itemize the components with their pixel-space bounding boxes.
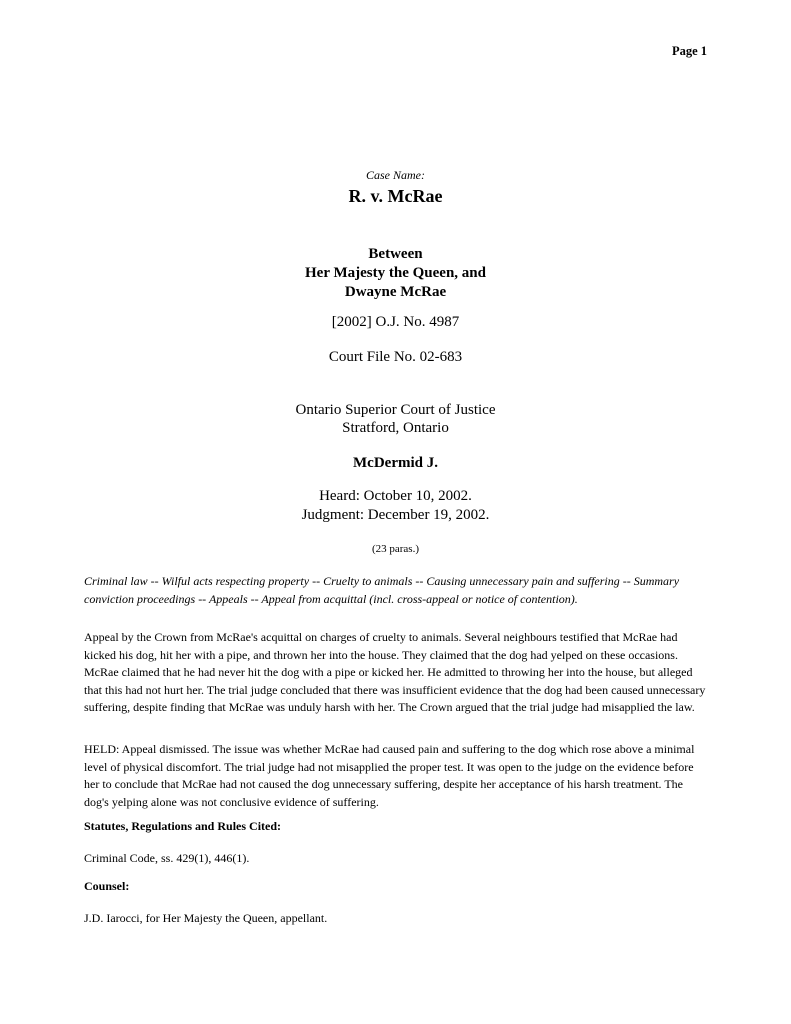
counsel-text: J.D. Iarocci, for Her Majesty the Queen, appellant. xyxy=(84,911,328,925)
party-accused: Dwayne McRae xyxy=(344,284,447,300)
page-number: Page 1 xyxy=(671,44,707,58)
statutes-text: Criminal Code, ss. 429(1), 446(1). xyxy=(84,851,250,865)
case-name-label: Case Name: xyxy=(366,168,425,182)
parties-between: Between xyxy=(368,246,423,262)
court-block xyxy=(0,401,791,437)
statutes-heading: Statutes, Regulations and Rules Cited: xyxy=(84,819,282,833)
judge-name: McDermid J. xyxy=(353,455,438,471)
court-file-number: Court File No. 02-683 xyxy=(328,349,463,365)
counsel-heading: Counsel: xyxy=(84,879,130,893)
dates-block xyxy=(0,487,791,525)
court-location: Stratford, Ontario xyxy=(342,420,449,436)
parties-block xyxy=(0,245,791,302)
heard-date: Heard: October 10, 2002. xyxy=(319,488,472,504)
party-crown: Her Majesty the Queen, and xyxy=(305,265,486,281)
citation: [2002] O.J. No. 4987 xyxy=(331,314,460,330)
summary-paragraph: Appeal by the Crown from McRae's acquittal on charges of cruelty to animals. Several neighbours testified that McRae had kicked his dog, hit her with a pipe, and thrown her into the house. They claimed that the dog had yelped on these occasions. McRae claimed that he had never hit the dog with a pipe or kicked her. He admitted to throwing her into the house, but alleged that this had not hurt her. The trial judge concluded that there was insufficient evidence that the dog had been caused unnecessary suffering, despite finding that McRae was unduly harsh with her. The Crown argued that the trial judge had misapplied the law. xyxy=(84,630,706,714)
held-paragraph: HELD: Appeal dismissed. The issue was whether McRae had caused pain and suffering to the dog which rose above a minimal level of physical discomfort. The trial judge had not misapplied the proper test. It was open to the judge on the evidence before her to conclude that McRae had not caused the dog unnecessary suffering, despite her acceptance of his harsh treatment. The dog's yelping alone was not conclusive evidence of suffering. xyxy=(84,742,695,809)
keywords-paragraph: Criminal law -- Wilful acts respecting property -- Cruelty to animals -- Causing unnecessary pain and suffering -- Summary conviction proceedings -- Appeals -- Appeal from acquittal (incl. cross-appeal or notice of contention). xyxy=(84,574,680,606)
case-title: R. v. McRae xyxy=(348,186,443,206)
judgment-date: Judgment: December 19, 2002. xyxy=(301,507,490,523)
court-name: Ontario Superior Court of Justice xyxy=(295,402,496,418)
paragraph-count: (23 paras.) xyxy=(371,543,420,555)
